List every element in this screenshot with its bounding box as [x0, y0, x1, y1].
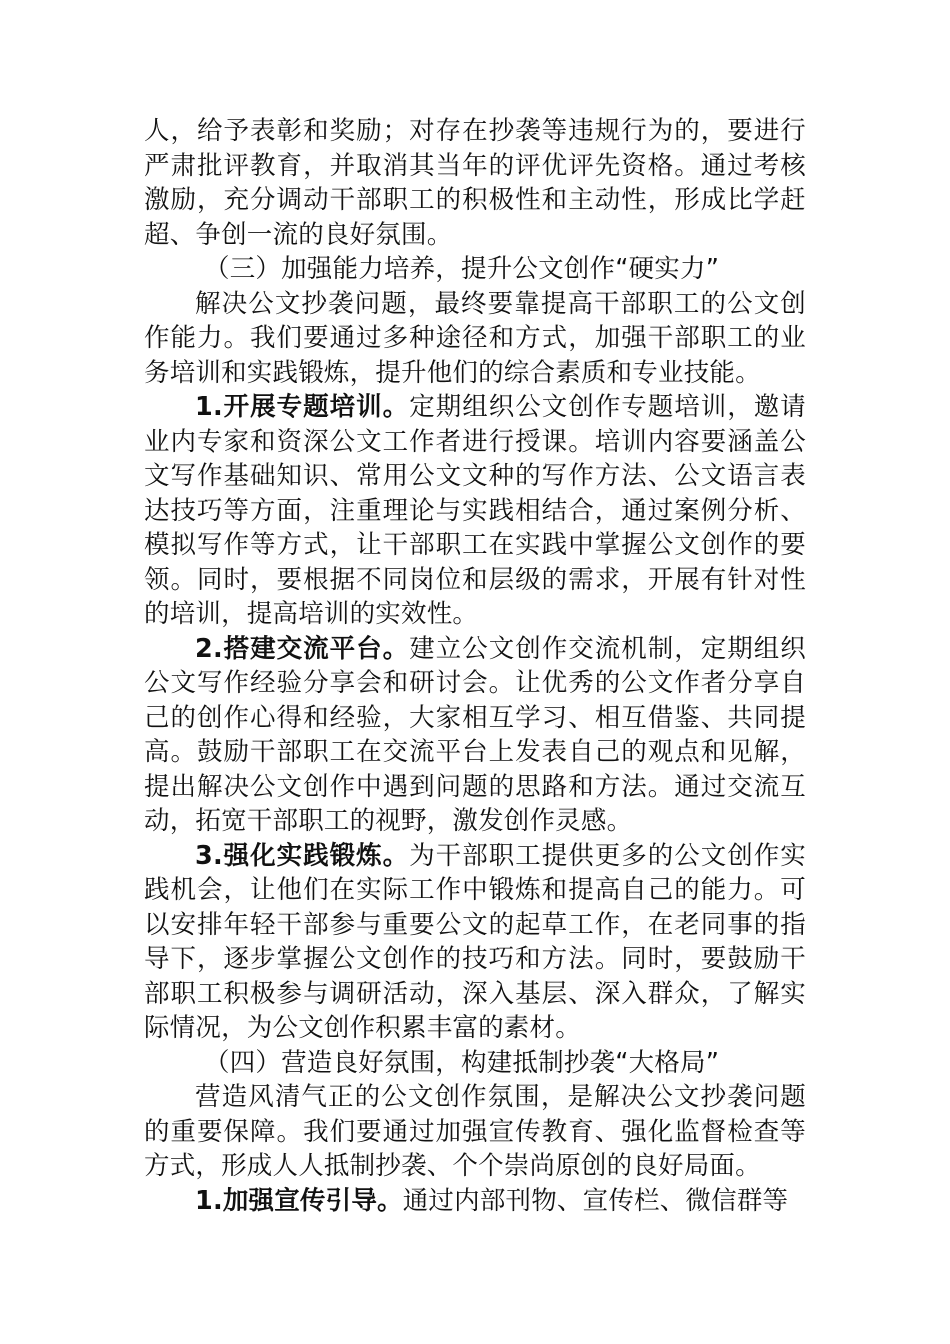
item-text: 定期组织公文创作专题培训，邀请业内专家和资深公文工作者进行授课。培训内容要涵盖公文写作基础知识、常用公文文种的写作方法、公文语言表达技巧等方面，注重理论与实践相结合，通过案例分析、模拟写作等方式，让干部职工在实践中掌握公文创作的要领。同时，要根据不同岗位和层级的需求，开展有针对性的培训，提高培训的实效性。 — [144, 392, 806, 629]
paragraph-body: 解决公文抄袭问题，最终要靠提高干部职工的公文创作能力。我们要通过多种途径和方式，加强干部职工的业务培训和实践锻炼，提升他们的综合素质和专业技能。 — [144, 288, 806, 388]
list-item-publicity — [144, 1184, 806, 1219]
paragraph-continuation: 人，给予表彰和奖励；对存在抄袭等违规行为的，要进行严肃批评教育，并取消其当年的评优评先资格。通过考核激励，充分调动干部职工的积极性和主动性，形成比学赶超、争创一流的良好氛围。 — [144, 116, 806, 250]
section-heading-3: （三）加强能力培养，提升公文创作“硬实力” — [204, 254, 720, 284]
item-text: 建立公文创作交流机制，定期组织公文写作经验分享会和研讨会。让优秀的公文作者分享自己的创作心得和经验，大家相互学习、相互借鉴、共同提高。鼓励干部职工在交流平台上发表自己的观点和见解，提出解决公文创作中遇到问题的思路和方法。通过交流互动，拓宽干部职工的视野，激发创作灵感。 — [144, 633, 806, 836]
section-heading-4: （四）营造良好氛围，构建抵制抄袭“大格局” — [204, 1047, 720, 1078]
item-text: 通过内部刊物、宣传栏、微信群等 — [402, 1185, 789, 1216]
list-item-training — [144, 390, 806, 632]
item-text: 为干部职工提供更多的公文创作实践机会，让他们在实际工作中锻炼和提高自己的能力。可以安排年轻干部参与重要公文的起草工作，在老同事的指导下，逐步掌握公文创作的技巧和方法。同时，要鼓励干部职工积极参与调研活动，深入基层、深入群众，了解实际情况，为公文创作积累丰富的素材。 — [144, 840, 806, 1043]
item-lead: 2.搭建交流平台。 — [195, 633, 410, 664]
paragraph-body: 营造风清气正的公文创作氛围，是解决公文抄袭问题的重要保障。我们要通过加强宣传教育、强化监督检查等方式，形成人人抵制抄袭、个个崇尚原创的良好局面。 — [144, 1082, 806, 1181]
list-item-practice — [144, 839, 806, 1046]
item-lead: 1.开展专题培训。 — [195, 392, 410, 422]
list-item-platform — [144, 632, 806, 839]
document-page — [144, 114, 806, 1218]
item-lead: 3.强化实践锻炼。 — [195, 840, 410, 871]
item-lead: 1.加强宣传引导。 — [195, 1185, 403, 1216]
